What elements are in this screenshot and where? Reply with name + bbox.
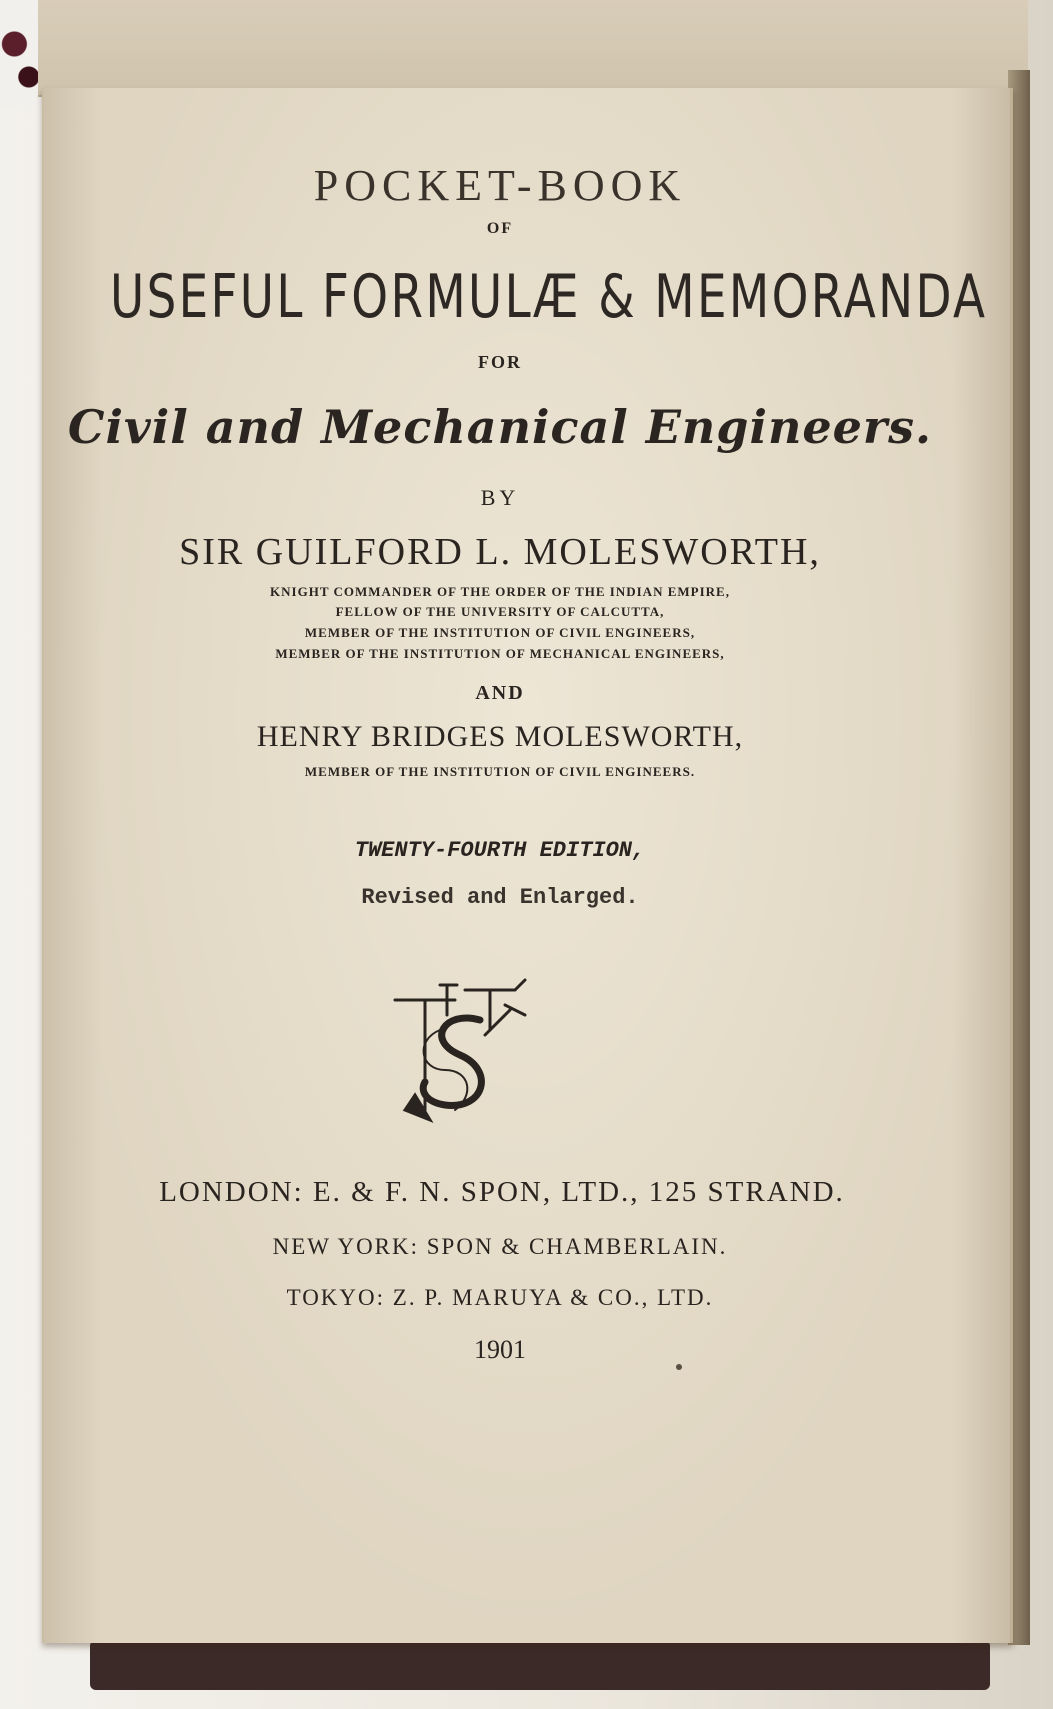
efns-monogram-icon <box>385 970 535 1130</box>
author-1-credential: MEMBER OF THE INSTITUTION OF CIVIL ENGINEERS, <box>304 625 696 640</box>
publisher-tokyo: TOKYO: Z. P. MARUYA & CO., LTD. <box>286 1285 714 1310</box>
publisher-london: LONDON: E. & F. N. SPON, LTD., 125 STRAND. <box>159 1176 845 1208</box>
title-line-1: POCKET-BOOK <box>313 161 687 210</box>
title-line-3: Civil and Mechanical Engineers. <box>67 400 933 454</box>
author-2-credential: MEMBER OF THE INSTITUTION OF CIVIL ENGINEERS. <box>304 764 696 779</box>
author-1-credential: FELLOW OF THE UNIVERSITY OF CALCUTTA, <box>335 604 665 619</box>
title-of: OF <box>486 220 514 237</box>
author-1-credential: MEMBER OF THE INSTITUTION OF MECHANICAL ENGINEERS, <box>275 646 725 661</box>
title-line-2: USEFUL FORMULÆ & MEMORANDA <box>110 262 988 332</box>
publication-year: 1901 <box>474 1335 526 1364</box>
byline: BY <box>480 485 520 510</box>
and-separator: AND <box>475 682 525 704</box>
author-2-name: HENRY BRIDGES MOLESWORTH, <box>256 720 744 753</box>
author-1-name: SIR GUILFORD L. MOLESWORTH, <box>179 531 821 573</box>
publisher-new-york: NEW YORK: SPON & CHAMBERLAIN. <box>272 1234 728 1259</box>
author-1-credential: KNIGHT COMMANDER OF THE ORDER OF THE INDIAN EMPIRE, <box>270 584 730 599</box>
revised-label: Revised and Enlarged. <box>361 885 639 910</box>
edition-label: TWENTY-FOURTH EDITION, <box>354 838 646 863</box>
title-for: FOR <box>478 352 522 372</box>
paper-speck <box>676 1364 682 1370</box>
